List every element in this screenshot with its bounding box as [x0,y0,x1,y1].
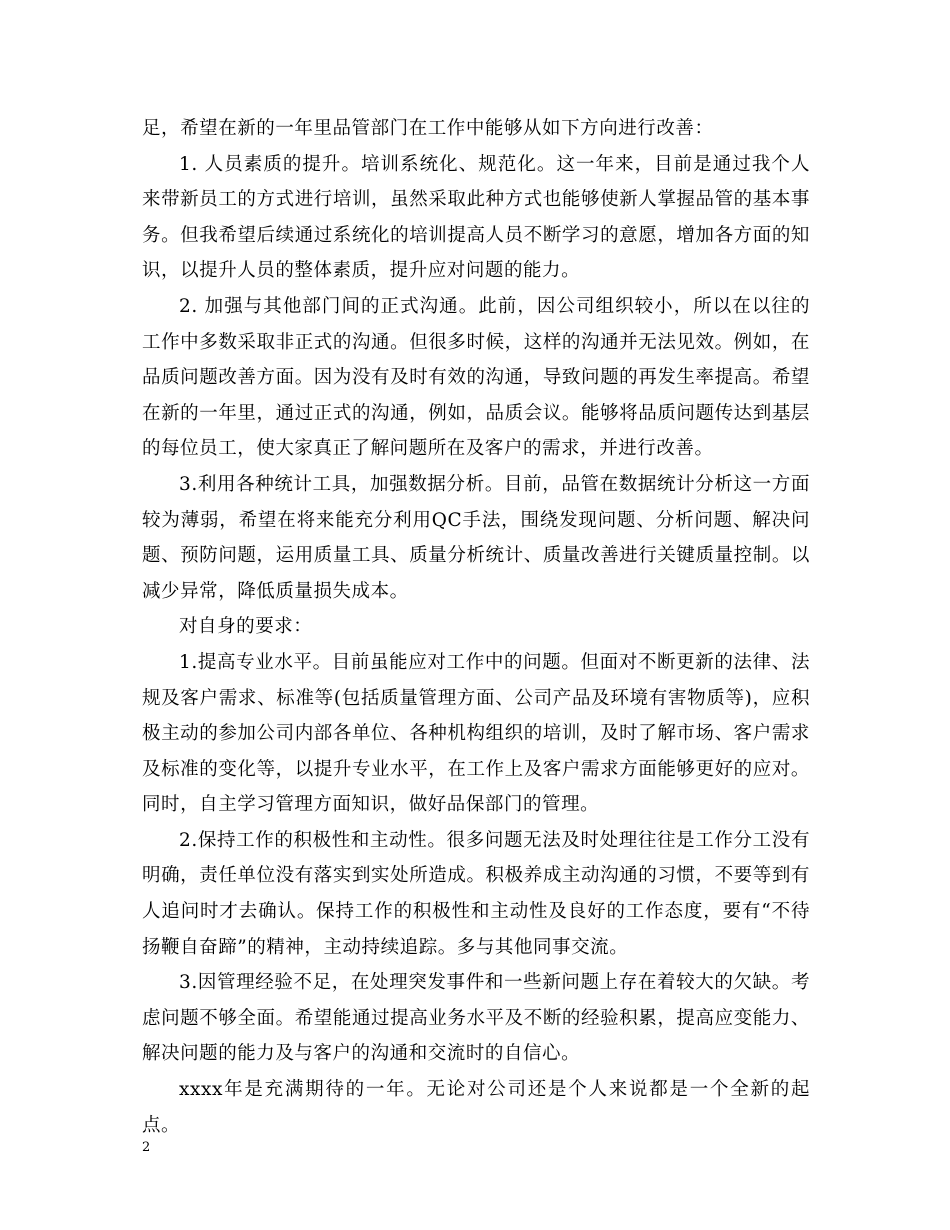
paragraph-continuation: 足，希望在新的一年里品管部门在工作中能够从如下方向进行改善： [142,118,714,139]
paragraph-initiative: 2.保持工作的积极性和主动性。很多问题无法及时处理往往是工作分工没有明确，责任单位没有落实到实处所造成。积极养成主动沟通的习惯，不要等到有人追问时才去确认。保持工作的积极性和主动性及良好的工作态度，要有“不待扬鞭自奋蹄”的精神，主动持续追踪。多与其他同事交流。 [142,829,810,958]
paragraph-management-experience: 3.因管理经验不足，在处理突发事件和一些新问题上存在着较大的欠缺。考虑问题不够全面。希望能通过提高业务水平及不断的经验积累，提高应变能力、解决问题的能力及与客户的沟通和交流时的自信心。 [142,972,810,1065]
page-number: 2 [142,1140,151,1155]
document-body [142,111,810,1143]
paragraph-statistical-tools: 3.利用各种统计工具，加强数据分析。目前，品管在数据统计分析这一方面较为薄弱，希望在将来能充分利用QC手法，围绕发现问题、分析问题、解决问题、预防问题，运用质量工具、质量分析统计、质量改善进行关键质量控制。以减少异常，降低质量损失成本。 [142,473,810,602]
paragraph-staff-quality: 1. 人员素质的提升。培训系统化、规范化。这一年来，目前是通过我个人来带新员工的方式进行培训，虽然采取此种方式也能够使新人掌握品管的基本事务。但我希望后续通过系统化的培训提高人员不断学习的意愿，增加各方面的知识，以提升人员的整体素质，提升应对问题的能力。 [142,153,810,282]
paragraph-formal-communication: 2. 加强与其他部门间的正式沟通。此前，因公司组织较小，所以在以往的工作中多数采取非正式的沟通。但很多时候，这样的沟通并无法见效。例如，在品质问题改善方面。因为没有及时有效的沟通，导致问题的再发生率提高。希望在新的一年里，通过正式的沟通，例如，品质会议。能够将品质问题传达到基层的每位员工，使大家真正了解问题所在及客户的需求，并进行改善。 [142,295,810,460]
paragraph-self-requirements-heading: 对自身的要求： [179,616,313,638]
paragraph-new-year: xxxx年是充满期待的一年。无论对公司还是个人来说都是一个全新的起点。 [142,1079,810,1136]
paragraph-professional-level: 1.提高专业水平。目前虽能应对工作中的问题。但面对不断更新的法律、法规及客户需求、标准等(包括质量管理方面、公司产品及环境有害物质等)，应积极主动的参加公司内部各单位、各种机构组织的培训，及时了解市场、客户需求及标准的变化等，以提升专业水平，在工作上及客户需求方面能够更好的应对。同时，自主学习管理方面知识，做好品保部门的管理。 [142,651,810,816]
